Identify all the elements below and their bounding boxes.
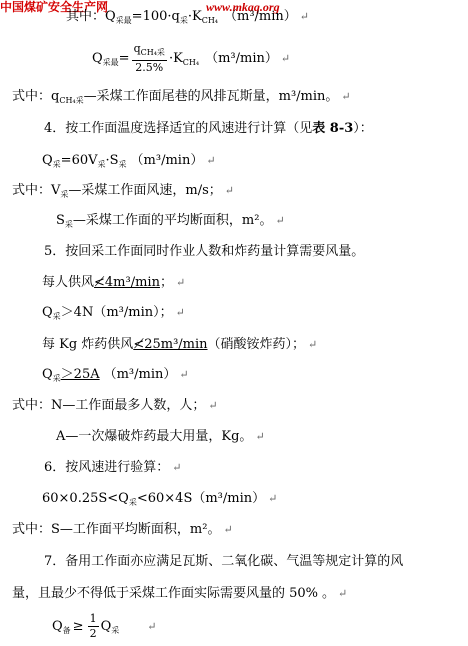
para-mark-icon: ↵ [206,154,216,167]
text-line-17: 式中：S—工作面平均断面积，m²。 ↵ [12,522,233,537]
para-mark-icon: ↵ [341,90,351,103]
text-line-6: 式中：$V_采—$采煤工作面风速，m/s； ↵ [12,183,234,199]
heading-item-4: 4．按工作面温度选择适宜的风速进行计算（见表 8-3）： [44,121,373,136]
text-line-11: 每 Kg 炸药供风≮25m³/min（硝酸铵炸药）； ↵ [42,337,318,352]
watermark-site: 中国煤矿安全生产网 [0,0,109,14]
formula-line-2: $Q_{采最}=$ $\frac{q_{CH_4采}}{2.5\%}$ $\cdot K_{CH_4}$ （m³/min） ↵ [92,42,291,74]
formula-line-12: $Q_采>25A$ （m³/min） ↵ [42,367,189,383]
para-mark-icon: ↵ [299,10,310,23]
watermark-url: www.mkaq.org [206,0,280,14]
formula-line-1: 其中：$Q_{采最}=100\cdot q_采\cdot K_{CH_4}$ （m³/min） ↵ [66,9,310,25]
para-mark-icon: ↵ [147,620,157,633]
heading-item-7: 7．备用工作面亦应满足瓦斯、二氧化碳、气温等规定计算的风 [44,554,404,569]
text-line-14: A—一次爆破炸药最大用量，Kg。 ↵ [56,429,265,444]
para-mark-icon: ↵ [223,523,233,536]
para-mark-icon: ↵ [175,276,186,289]
para-mark-icon: ↵ [208,399,218,412]
para-mark-icon: ↵ [224,184,234,197]
para-mark-icon: ↵ [268,492,278,505]
para-mark-icon: ↵ [338,587,348,600]
text-line-9: 每人供风≮4m³/min； ↵ [42,275,186,290]
para-mark-icon: ↵ [175,306,185,319]
text-line-13: 式中：N—工作面最多人数，人； ↵ [12,398,218,413]
para-mark-icon: ↵ [179,368,189,381]
text-line-19: 量，且最少不得低于采煤工作面实际需要风量的 50% 。 ↵ [12,586,348,601]
formula-line-20: $Q_备$ ≥ $\frac{1}{2}$ $Q_采$ ↵ [52,612,157,640]
para-mark-icon: ↵ [255,430,265,443]
para-mark-icon: ↵ [280,52,291,65]
formula-line-5: $Q_采=60V_采\cdot S_采$ （m³/min） ↵ [42,153,216,169]
para-mark-icon: ↵ [172,461,182,474]
heading-item-5: 5．按回采工作面同时作业人数和炸药量计算需要风量。 [44,244,365,259]
text-line-7: $S_采—$采煤工作面的平均断面积，m²。 ↵ [56,213,285,229]
para-mark-icon: ↵ [275,214,285,227]
text-line-3: 式中：$q_{CH_4采}—$采煤工作面尾巷的风排瓦斯量，m³/min。 ↵ [12,89,351,105]
fraction: $\frac{q_{CH_4采}}{2.5\%}$ [133,42,165,74]
formula-line-16: $60\times 0.25S<Q_采<60\times 4S(m^3/\min)$ ↵ [42,491,278,507]
fraction-half: $\frac{1}{2}$ [89,612,97,640]
para-mark-icon: ↵ [308,338,318,351]
heading-item-6: 6．按风速进行验算： ↵ [44,460,182,475]
formula-line-10: $Q_采>4N(m^3/\min)$； ↵ [42,305,185,321]
